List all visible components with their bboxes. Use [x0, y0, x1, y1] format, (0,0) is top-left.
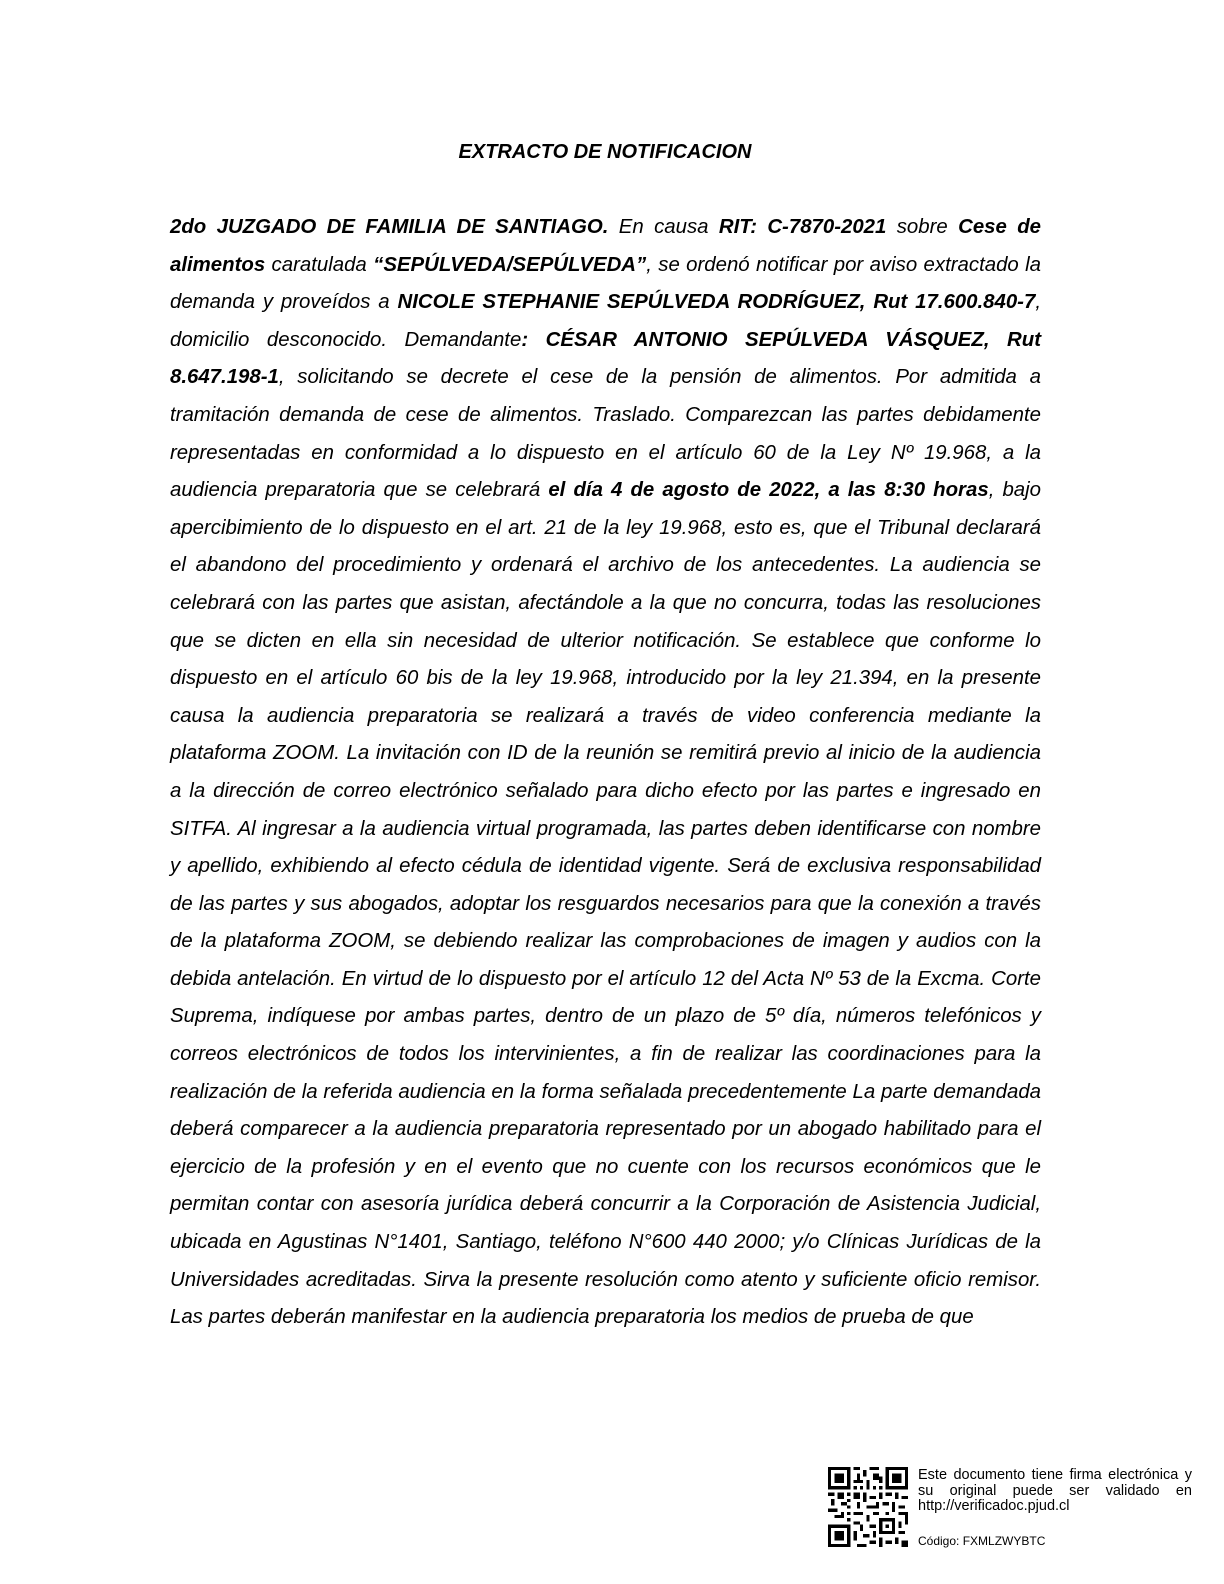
notification-body — [170, 209, 1041, 1337]
defendant-name: NICOLE STEPHANIE SEPÚLVEDA RODRÍGUEZ, Rut 17.600.840-7 — [397, 291, 1036, 314]
case-caption: “SEPÚLVEDA/SEPÚLVEDA” — [373, 253, 647, 276]
body-text-3: caratulada — [265, 253, 374, 276]
body-text-4: , se ordenó notificar por aviso extractado la demanda y proveídos a — [170, 253, 1041, 314]
plaintiff-name: : CÉSAR ANTONIO SEPÚLVEDA VÁSQUEZ, Rut 8.647.198-1 — [170, 328, 1041, 389]
electronic-signature-footer — [828, 1467, 1198, 1551]
body-text-7: , bajo apercibimiento de lo dispuesto en el art. 21 de la ley 19.968, esto es, que el Tribunal declarará el abandono del procedimiento y ordenará el archivo de los antecedentes. La audiencia se celebrará con las partes que asistan, afectándole a la que no concurra, todas las resoluciones que se dicten en ella sin necesidad de ulterior notificación. Se establece que conforme lo dispuesto en el artículo 60 bis de la ley 19.968, introducido por la ley 21.394, en la presente causa la audiencia preparatoria se realizará a través de video conferencia mediante la plataforma ZOOM. La invitación con ID de la reunión se remitirá previo al inicio de la audiencia a la dirección de correo electrónico señalado para dicho efecto por las partes e ingresado en SITFA. Al ingresar a la audiencia virtual programada, las partes deben identificarse con nombre y apellido, exhibiendo al efecto cédula de identidad vigente. Será de exclusiva responsabilidad de las partes y sus abogados, adoptar los resguardos necesarios para que la conexión a través de la plataforma ZOOM, se debiendo realizar las comprobaciones de imagen y audios con la debida antelación. En virtud de lo dispuesto por el artículo 12 del Acta Nº 53 de la Excma. Corte Suprema, indíquese por ambas partes, dentro de un plazo de 5º día, números telefónicos y correos electrónicos de todos los intervinientes, a fin de realizar las coordinaciones para la realización de la referida audiencia en la forma señalada precedentemente La parte demandada deberá comparecer a la audiencia preparatoria representado por un abogado habilitado para el ejercicio de la profesión y en el evento que no cuente con los recursos económicos que le permitan contar con asesoría jurídica deberá concurrir a la Corporación de Asistencia Judicial, ubicada en Agustinas N°1401, Santiago, teléfono N°600 440 2000; y/o Clínicas Jurídicas de la Universidades acreditadas. Sirva la presente resolución como atento y suficiente oficio remisor. Las partes deberán manifestar en la audiencia preparatoria los medios de prueba de que — [170, 479, 1042, 1329]
verification-code: Código: FXMLZWYBTC — [918, 1534, 1046, 1548]
qr-code-icon — [828, 1467, 908, 1547]
signature-notice: Este documento tiene firma electrónica y su original puede ser validado en http://verificadoc.pjud.cl — [918, 1467, 1192, 1514]
case-subject: Cese de alimentos — [170, 216, 1041, 276]
case-rit: RIT: C-7870-2021 — [718, 216, 887, 238]
court-name: 2do JUZGADO DE FAMILIA DE SANTIAGO. — [170, 216, 609, 238]
body-text-5: , domicilio desconocido. Demandante — [170, 291, 1041, 351]
hearing-date: el día 4 de agosto de 2022, a las 8:30 horas — [548, 479, 989, 502]
page-title: EXTRACTO DE NOTIFICACION — [458, 141, 752, 163]
body-text-1: En causa — [608, 216, 719, 238]
body-text-2: sobre — [886, 216, 959, 238]
body-text-6: , solicitando se decrete el cese de la pensión de alimentos. Por admitida a tramitación demanda de cese de alimentos. Traslado. Comparezcan las partes debidamente representadas en conformidad a lo dispuesto en el artículo 60 de la Ley Nº 19.968, a la audiencia preparatoria que se celebrará — [170, 366, 1041, 502]
